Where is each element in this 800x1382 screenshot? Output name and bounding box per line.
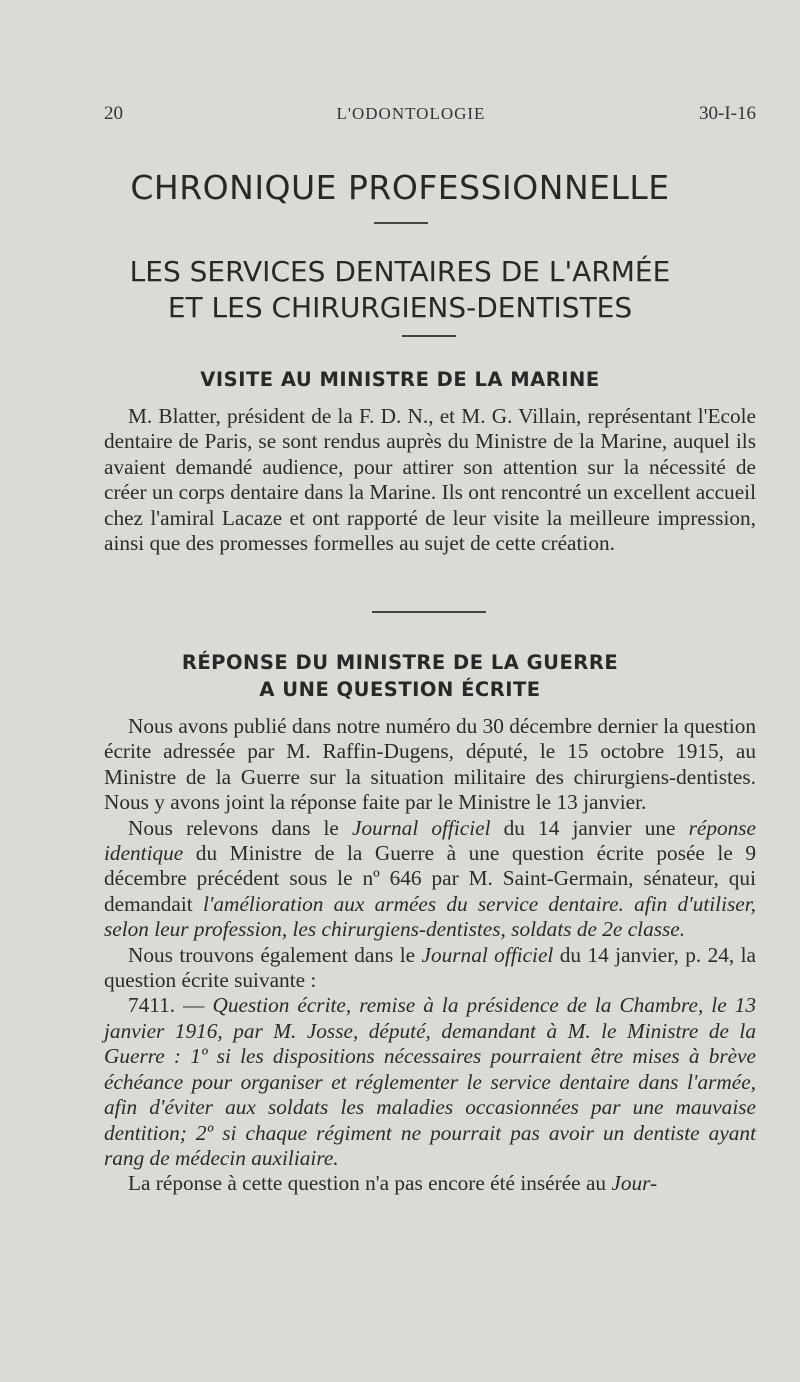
section-title: CHRONIQUE PROFESSIONNELLE: [130, 168, 670, 207]
issue-date: 30-I-16: [699, 103, 756, 124]
text-run: La réponse à cette question n'a pas encore été insérée au: [128, 1171, 612, 1196]
journal-name: L'ODONTOLOGIE: [336, 104, 486, 123]
article1-body: [104, 404, 756, 556]
journal-reference: Journal officiel: [421, 942, 554, 967]
text-run: du Ministre de la Guerre à une question écrite posée le 9 décembre précédent sous le nº 646 par M. Saint-Germain, sénateur, qui demandait: [104, 841, 756, 916]
article2-heading-line-1: RÉPONSE DU MINISTRE DE LA GUERRE: [181, 651, 619, 674]
divider-rule: [402, 335, 456, 337]
article2-paragraph-3: [104, 943, 756, 994]
text-run: du 14 janvier, p. 24, la question écrite suivante :: [104, 942, 756, 993]
article2-paragraph-5: [104, 1171, 756, 1196]
article2-body: [104, 714, 756, 1197]
text-run: Nous relevons dans le: [128, 815, 352, 840]
article2-paragraph-4: [104, 993, 756, 1171]
question-text: Question écrite, remise à la présidence de la Chambre, le 13 janvier 1916, par M. Josse, député, demandant à M. le Ministre de la Guerre : 1º si les dispositions nécessaires pourraient être mises à brève échéance pour organiser et réglementer le service dentaire dans l'armée, afin d'éviter aux soldats les maladies occasionnées par une mauvaise dentition; 2º si chaque régiment ne pourrait pas avoir un dentiste ayant rang de médecin auxiliaire.: [104, 993, 756, 1170]
article2-heading-line-2: A UNE QUESTION ÉCRITE: [259, 678, 541, 701]
page-number: 20: [104, 103, 123, 124]
journal-reference: Journal officiel: [352, 815, 491, 840]
quoted-request: l'amélioration aux armées du service dentaire. afin d'utiliser, selon leur profession, les chirurgiens-dentistes, soldats de 2e classe.: [104, 891, 757, 942]
article1-paragraph: M. Blatter, président de la F. D. N., et M. G. Villain, représentant l'Ecole dentaire de Paris, se sont rendus auprès du Ministre de la Marine, auquel ils avaient demandé audience, pour attirer son attention sur la nécessité de créer un corps dentaire dans la Marine. Ils ont rencontré un excellent accueil chez l'amiral Lacaze et ont rapporté de leur visite la meilleure impression, ainsi que des promesses formelles au sujet de cette création.: [104, 404, 756, 556]
journal-reference: Jour-: [611, 1171, 658, 1196]
main-title-line-1: LES SERVICES DENTAIRES DE L'ARMÉE: [129, 255, 671, 288]
article2-paragraph-2: [104, 816, 756, 943]
text-run: du 14 janvier une: [490, 815, 689, 840]
main-title-line-2: ET LES CHIRURGIENS-DENTISTES: [167, 291, 633, 324]
article2-paragraph-1: Nous avons publié dans notre numéro du 30 décembre dernier la question écrite adressée par M. Raffin-Dugens, député, le 15 octobre 1915, au Ministre de la Guerre sur la situation militaire des chirurgiens-dentistes. Nous y avons joint la réponse faite par le Ministre le 13 janvier.: [104, 714, 756, 815]
divider-rule: [372, 611, 486, 613]
article1-heading: VISITE AU MINISTRE DE LA MARINE: [200, 368, 600, 391]
emphasis-text: réponse identique: [104, 815, 757, 866]
divider-rule: [374, 222, 428, 224]
question-number: 7411. —: [128, 993, 213, 1018]
text-run: Nous trouvons également dans le: [128, 942, 422, 967]
running-header: [104, 103, 756, 125]
